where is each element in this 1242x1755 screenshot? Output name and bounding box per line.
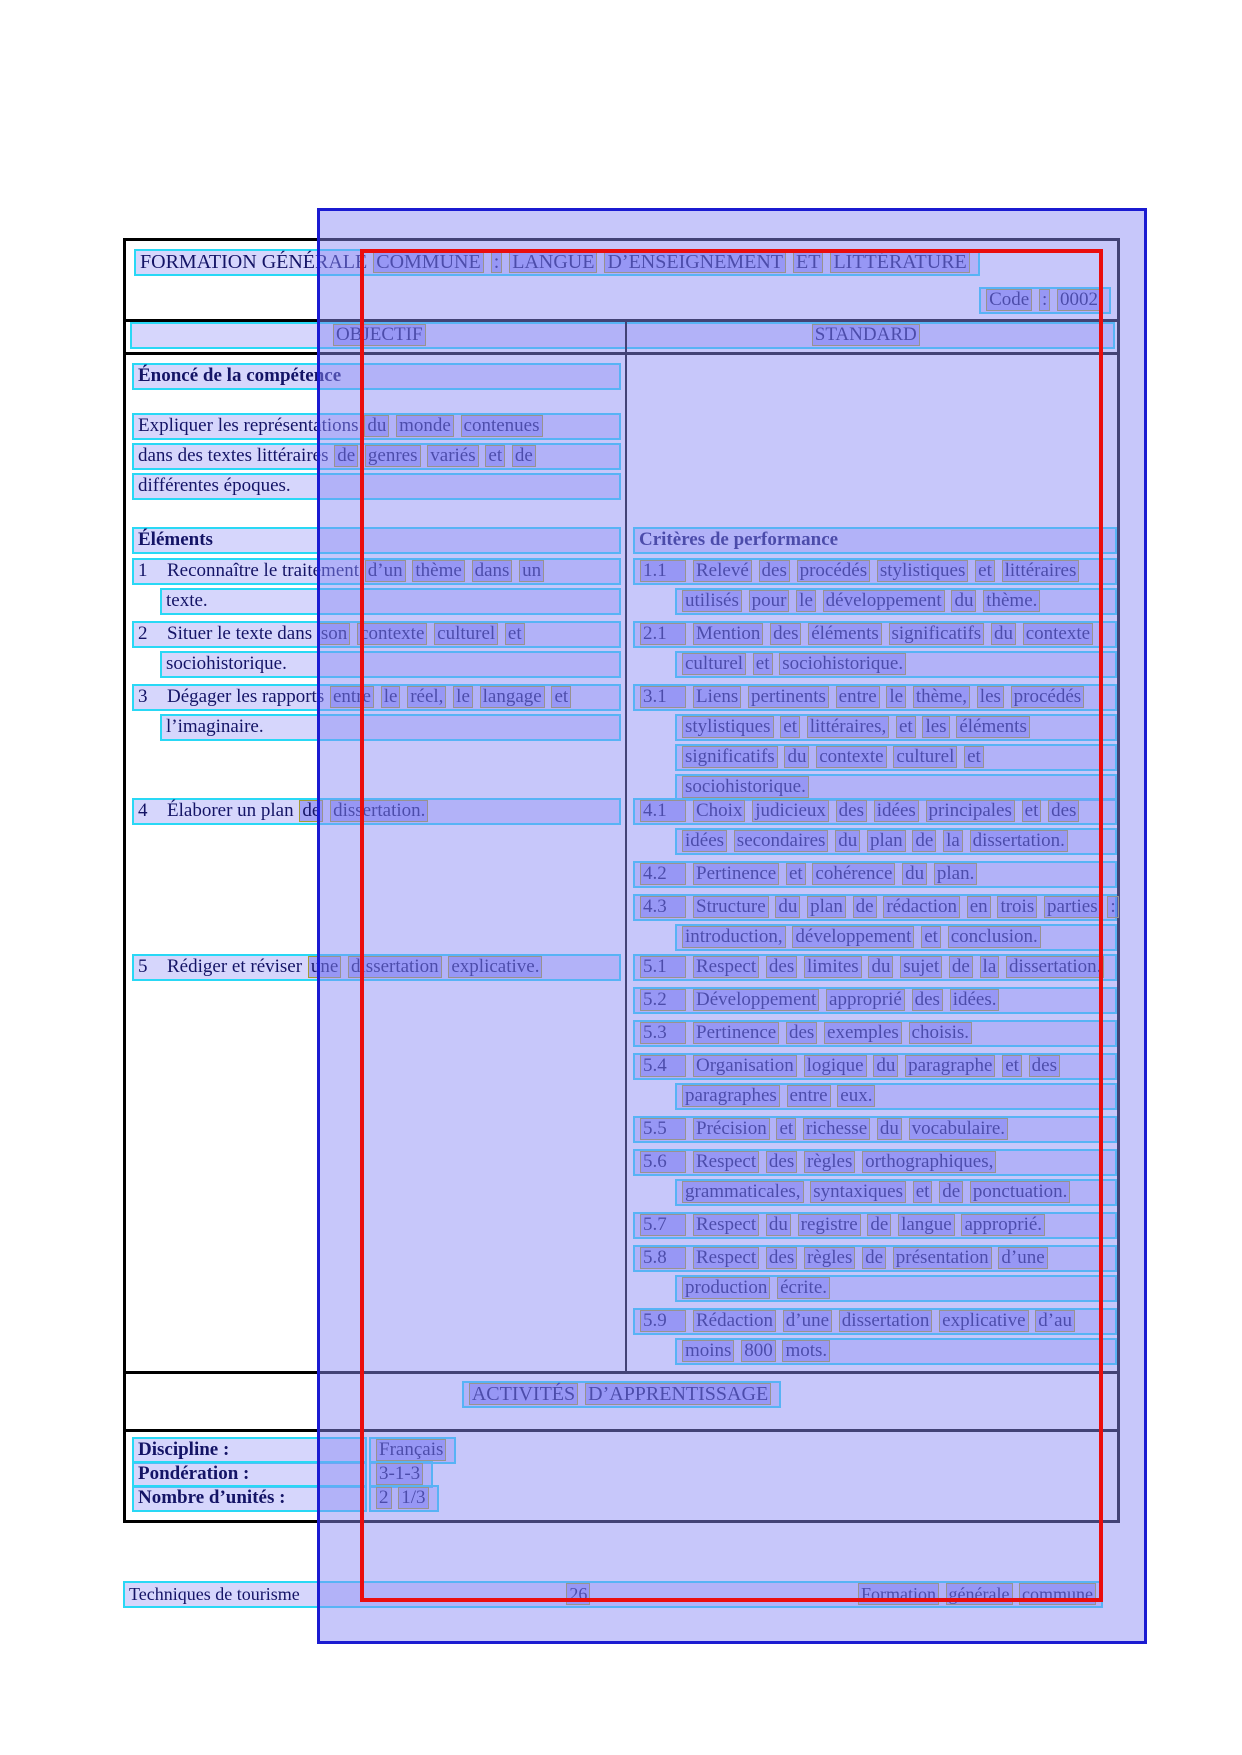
ponderation-label-text: Pondération : — [138, 1463, 250, 1484]
competence-heading-text: Énoncé de la compétence — [138, 365, 342, 386]
element-number: 1 — [138, 560, 148, 581]
criteria-number: 5.8 — [640, 1247, 686, 1269]
criteria-text: Respect des règles de présentation d’une — [692, 1247, 1049, 1268]
competence-line-text: différentes époques. — [138, 475, 291, 496]
criteria-text: Pertinence et cohérence du plan. — [692, 863, 978, 884]
criteria-text: paragraphes entre eux. — [681, 1085, 876, 1106]
element-text: l’imaginaire. — [166, 716, 264, 737]
criteria-text: Respect des limites du sujet de la dissertation. — [692, 956, 1105, 977]
ponderation-value-text: 3-1-3 — [375, 1463, 424, 1484]
element-text: Dégager les rapports entre le réel, le langage et — [167, 686, 572, 707]
criteria-number: 5.9 — [640, 1310, 686, 1332]
element-number: 4 — [138, 800, 148, 821]
column-header-standard: STANDARD — [623, 324, 1110, 347]
criteria-number: 1.1 — [640, 560, 686, 582]
page-title-text: FORMATION GÉNÉRALE COMMUNE : LANGUE D’ENSEIGNEMENT ET LITTÉRATURE — [140, 251, 971, 273]
criteria-text: Pertinence des exemples choisis. — [692, 1022, 973, 1043]
criteria-text: Respect des règles orthographiques, — [692, 1151, 997, 1172]
element-text: sociohistorique. — [166, 653, 287, 674]
element-text: Élaborer un plan de dissertation. — [167, 800, 429, 821]
elements-heading-text: Éléments — [138, 529, 213, 550]
criteria-text: production écrite. — [681, 1277, 831, 1298]
criteria-text: stylistiques et littéraires, et les éléments — [681, 716, 1031, 737]
unites-value-text: 2 1/3 — [375, 1487, 430, 1508]
criteria-number: 4.1 — [640, 800, 686, 822]
element-text: Rédiger et réviser une dissertation explicative. — [167, 956, 543, 977]
code-text: Code : 0002 — [985, 289, 1102, 310]
activites-heading-text: ACTIVITÉS D’APPRENTISSAGE — [468, 1383, 772, 1405]
criteria-number: 2.1 — [640, 623, 686, 645]
criteria-number: 5.1 — [640, 956, 686, 978]
element-number: 5 — [138, 956, 148, 977]
criteria-text: significatifs du contexte culturel et — [681, 746, 985, 767]
element-text: Reconnaître le traitement d’un thème dans un — [167, 560, 545, 581]
criteria-number: 5.3 — [640, 1022, 686, 1044]
criteria-text: Structure du plan de rédaction en trois parties : — [692, 896, 1120, 917]
criteria-text: Respect du registre de langue approprié. — [692, 1214, 1046, 1235]
criteria-text: Précision et richesse du vocabulaire. — [692, 1118, 1009, 1139]
criteria-text: Liens pertinents entre le thème, les procédés — [692, 686, 1085, 707]
criteria-text: Organisation logique du paragraphe et des — [692, 1055, 1061, 1076]
column-header-objectif: OBJECTIF — [136, 324, 623, 347]
red-annotation-box — [360, 249, 1103, 1602]
criteres-heading-text: Critères de performance — [639, 529, 839, 550]
page-number: 26 — [565, 1583, 591, 1606]
criteria-text: grammaticales, syntaxiques et de ponctuation. — [681, 1181, 1071, 1202]
criteria-text: Rédaction d’une dissertation explicative d’au — [692, 1310, 1076, 1331]
competence-line-text: dans des textes littéraires de genres variés et de — [138, 445, 537, 466]
criteria-number: 5.4 — [640, 1055, 686, 1077]
criteria-number: 5.7 — [640, 1214, 686, 1236]
footer-right-text: Formation générale commune — [857, 1583, 1097, 1606]
element-text: texte. — [166, 590, 208, 611]
element-number: 2 — [138, 623, 148, 644]
discipline-label-text: Discipline : — [138, 1439, 230, 1460]
criteria-text: Relevé des procédés stylistiques et littéraires — [692, 560, 1080, 581]
criteria-number: 5.5 — [640, 1118, 686, 1140]
criteria-number: 4.2 — [640, 863, 686, 885]
element-number: 3 — [138, 686, 148, 707]
criteria-number: 3.1 — [640, 686, 686, 708]
criteria-text: utilisés pour le développement du thème. — [681, 590, 1041, 611]
criteria-text: culturel et sociohistorique. — [681, 653, 907, 674]
element-text: Situer le texte dans son contexte culturel et — [167, 623, 526, 644]
criteria-text: moins 800 mots. — [681, 1340, 831, 1361]
criteria-text: sociohistorique. — [681, 776, 810, 797]
criteria-text: Développement approprié des idées. — [692, 989, 1000, 1010]
discipline-value-text: Français — [375, 1439, 447, 1460]
footer-left-text: Techniques de tourisme — [129, 1584, 300, 1604]
criteria-text: Mention des éléments significatifs du contexte — [692, 623, 1094, 644]
competence-line-text: Expliquer les représentations du monde contenues — [138, 415, 544, 436]
criteria-number: 5.6 — [640, 1151, 686, 1173]
criteria-text: Choix judicieux des idées principales et des — [692, 800, 1080, 821]
criteria-text: introduction, développement et conclusion. — [681, 926, 1042, 947]
criteria-number: 4.3 — [640, 896, 686, 918]
unites-label-text: Nombre d’unités : — [138, 1487, 286, 1508]
criteria-number: 5.2 — [640, 989, 686, 1011]
criteria-text: idées secondaires du plan de la dissertation. — [681, 830, 1069, 851]
